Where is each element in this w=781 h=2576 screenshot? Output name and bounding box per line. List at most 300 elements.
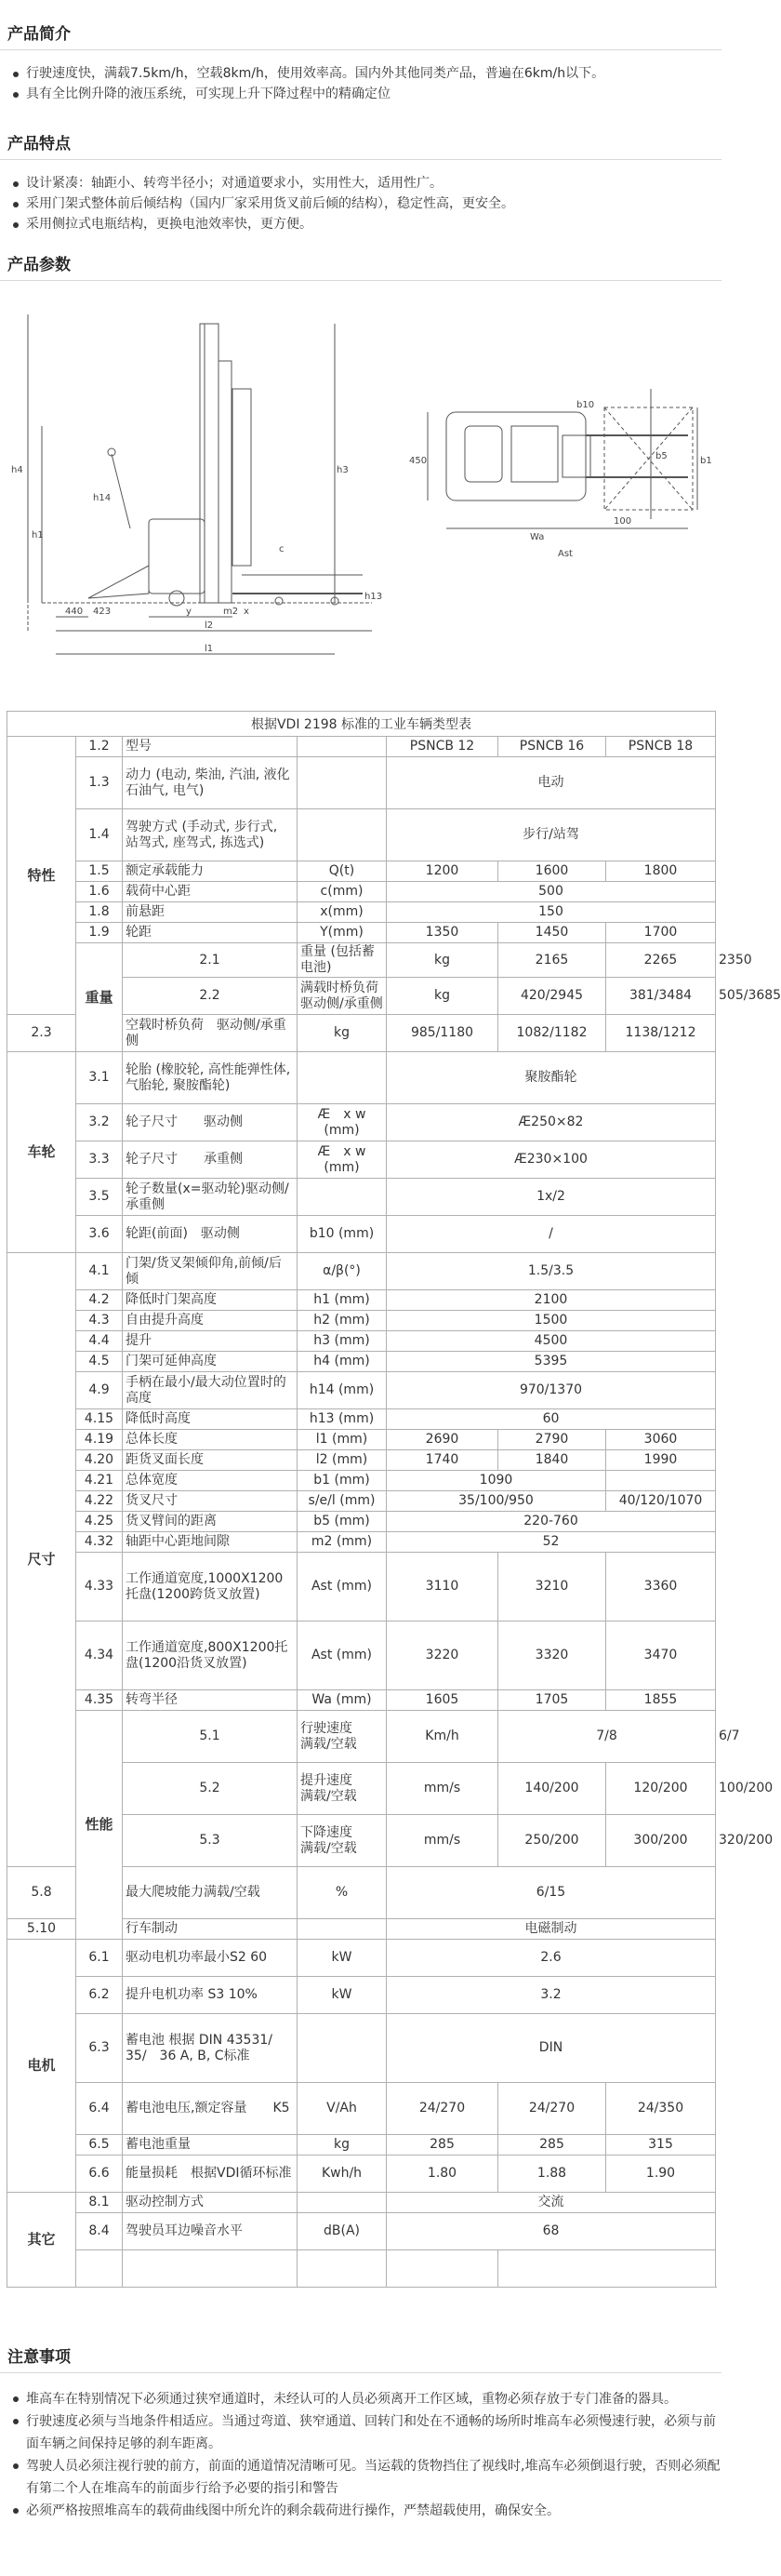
label-h3: h3 <box>337 465 349 475</box>
unit-cell: Ast (mm) <box>298 1553 387 1622</box>
table-row: 5.2 提升速度 满载/空载 mm/s 140/200 120/200 100/200 <box>7 1763 716 1815</box>
value-cell: 2690 <box>387 1430 498 1450</box>
item-name-cell: 蓄电池电压,额定容量 K5 <box>123 2083 298 2135</box>
table-row <box>7 882 716 902</box>
item-name-cell: 货叉尺寸 <box>123 1491 298 1512</box>
table-row <box>7 1532 716 1553</box>
item-number-cell: 4.5 <box>76 1352 123 1372</box>
value-cell: 1990 <box>606 1450 716 1471</box>
item-number-cell: 6.3 <box>76 2014 123 2083</box>
item-name-cell: 轮胎 (橡胶轮, 高性能弹性体, 气胎轮, 聚胺酯轮) <box>123 1052 298 1104</box>
value-cell: 电动 <box>387 757 716 809</box>
table-row <box>7 1409 716 1430</box>
item-number-cell: 5.10 <box>7 1919 76 1940</box>
table-row <box>7 861 716 882</box>
item-name-cell: 提升速度 满载/空载 <box>298 1763 387 1815</box>
unit-cell: kg <box>298 1015 387 1052</box>
table-row: 5.3 下降速度 满载/空载 mm/s 250/200 300/200 320/200 <box>7 1815 716 1867</box>
label-h14: h14 <box>93 493 112 503</box>
item-name-cell <box>298 2250 387 2288</box>
item-name-cell: 行车制动 <box>123 1919 298 1940</box>
table-row <box>7 1622 716 1690</box>
category-cell: 特性 <box>7 737 76 1015</box>
unit-cell: h14 (mm) <box>298 1372 387 1409</box>
unit-cell: h1 (mm) <box>298 1290 387 1311</box>
category-cell: 电机 <box>7 1940 76 2193</box>
features-item: 设计紧凑：轴距小、转弯半径小；对通道要求小，实用性大，适用性广。 <box>11 173 721 194</box>
item-number-cell: 4.4 <box>76 1331 123 1352</box>
label-b1: b1 <box>700 456 712 466</box>
value-cell: 1600 <box>498 861 606 882</box>
value-cell: 步行/站驾 <box>387 809 716 861</box>
unit-cell: mm/s <box>387 1815 498 1867</box>
table-row <box>7 1352 716 1372</box>
value-cell: Æ230×100 <box>387 1141 716 1179</box>
item-number-cell: 4.22 <box>76 1491 123 1512</box>
item-name-cell: 距货叉面长度 <box>123 1450 298 1471</box>
item-name-cell: 轮距 <box>123 923 298 943</box>
item-number-cell: 1.9 <box>76 923 123 943</box>
unit-cell <box>298 757 387 809</box>
table-row <box>7 1253 716 1290</box>
unit-cell: Ast (mm) <box>298 1622 387 1690</box>
table-row <box>7 1940 716 1977</box>
table-row <box>7 1141 716 1179</box>
notes-item: 行驶速度必须与当地条件相适应。当通过弯道、狭窄通道、回转门和处在不通畅的场所时堆高车必须慢速行驶，必须与前面车辆之间保持足够的刹车距离。 <box>11 2410 721 2455</box>
table-row <box>7 2135 716 2156</box>
forklift-drawing <box>0 287 721 677</box>
label-h1: h1 <box>32 530 44 541</box>
category-cell: 重量 <box>76 943 123 1052</box>
value-cell: 1500 <box>387 1311 716 1331</box>
label-h4: h4 <box>11 465 23 475</box>
value-cell: 300/200 <box>606 1815 716 1867</box>
features-section <box>0 112 721 242</box>
value-cell: 250/200 <box>498 1815 606 1867</box>
label-b5: b5 <box>655 451 668 461</box>
features-list <box>0 173 721 234</box>
value-cell: 985/1180 <box>387 1015 498 1052</box>
unit-cell: h3 (mm) <box>298 1331 387 1352</box>
value-cell: 7/8 <box>498 1711 716 1763</box>
item-number-cell: 6.5 <box>76 2135 123 2156</box>
item-number-cell: 5.2 <box>123 1763 298 1815</box>
item-number-cell: 3.2 <box>76 1104 123 1141</box>
value-cell: 140/200 <box>498 1763 606 1815</box>
item-number-cell: 6.4 <box>76 2083 123 2135</box>
unit-cell <box>298 809 387 861</box>
value-cell: 2.6 <box>387 1940 716 1977</box>
item-name-cell: 型号 <box>123 737 298 757</box>
value-cell: 150 <box>387 902 716 923</box>
value-cell: 1082/1182 <box>498 1015 606 1052</box>
item-number-cell: 2.3 <box>7 1015 76 1052</box>
value-cell: 3320 <box>498 1622 606 1690</box>
unit-cell: b1 (mm) <box>298 1471 387 1491</box>
value-cell: 970/1370 <box>387 1372 716 1409</box>
item-name-cell: 额定承载能力 <box>123 861 298 882</box>
label-100: 100 <box>614 516 632 527</box>
value-cell: 1450 <box>498 923 606 943</box>
item-name-cell: 轮子尺寸 承重侧 <box>123 1141 298 1179</box>
table-row <box>7 809 716 861</box>
value-cell: 6/15 <box>387 1867 716 1919</box>
table-row <box>7 2083 716 2135</box>
label-c: c <box>279 544 285 554</box>
item-name-cell: 工作通道宽度,800X1200托盘(1200沿货叉放置) <box>123 1622 298 1690</box>
item-name-cell: 工作通道宽度,1000X1200托盘(1200跨货叉放置) <box>123 1553 298 1622</box>
category-cell: 性能 <box>76 1711 123 1940</box>
item-name-cell: 手柄在最小/最大动位置时的高度 <box>123 1372 298 1409</box>
item-number-cell: 5.8 <box>7 1867 76 1919</box>
notes-section <box>0 2343 721 2522</box>
value-cell: 1800 <box>606 861 716 882</box>
value-cell: 1700 <box>606 923 716 943</box>
item-name-cell: 载荷中心距 <box>123 882 298 902</box>
table-row <box>7 2193 716 2213</box>
unit-cell: b10 (mm) <box>298 1216 387 1253</box>
value-cell: 3110 <box>387 1553 498 1622</box>
value-cell: 1200 <box>387 861 498 882</box>
category-cell: 车轮 <box>7 1052 76 1253</box>
notes-item: 驾驶人员必须注视行驶的前方，前面的通道情况清晰可见。当运载的货物挡住了视线时,堆高车必须倒退行驶，否则必须配有第二个人在堆高车的前面步行给予必要的指引和警告 <box>11 2455 721 2500</box>
value-cell: 68 <box>387 2213 716 2250</box>
unit-cell <box>298 1919 387 1940</box>
unit-cell: % <box>298 1867 387 1919</box>
unit-cell: h2 (mm) <box>298 1311 387 1331</box>
table-row <box>7 2156 716 2193</box>
table-row <box>7 1430 716 1450</box>
value-cell: 4500 <box>387 1331 716 1352</box>
item-name-cell: 蓄电池 根据 DIN 43531/ 35/ 36 A, B, C标准 <box>123 2014 298 2083</box>
features-item: 采用门架式整体前后倾结构（国内厂家采用货叉前后倾的结构），稳定性高，更安全。 <box>11 194 721 214</box>
label-l1: l1 <box>205 644 214 654</box>
value-cell: 1855 <box>606 1690 716 1711</box>
table-row <box>7 737 716 757</box>
features-item: 采用侧拉式电瓶结构，更换电池效率快，更方便。 <box>11 214 721 234</box>
value-cell <box>606 1471 716 1491</box>
item-name-cell: 总体长度 <box>123 1430 298 1450</box>
unit-cell: l1 (mm) <box>298 1430 387 1450</box>
item-name-cell: 门架可延伸高度 <box>123 1352 298 1372</box>
unit-cell: Q(t) <box>298 861 387 882</box>
value-cell: 聚胺酯轮 <box>387 1052 716 1104</box>
value-cell: 2165 <box>498 943 606 978</box>
item-number-cell: 1.4 <box>76 809 123 861</box>
value-cell: 52 <box>387 1532 716 1553</box>
value-cell: 420/2945 <box>498 978 606 1015</box>
label-wa: Wa <box>530 532 545 542</box>
unit-cell <box>387 2250 498 2288</box>
item-name-cell: 最大爬坡能力满载/空载 <box>123 1867 298 1919</box>
item-name-cell: 能量损耗 根据VDI循环标准 <box>123 2156 298 2193</box>
item-number-cell: 4.3 <box>76 1311 123 1331</box>
item-number-cell: 3.6 <box>76 1216 123 1253</box>
unit-cell: kW <box>298 1977 387 2014</box>
unit-cell: kW <box>298 1940 387 1977</box>
table-row <box>7 1450 716 1471</box>
value-cell: 35/100/950 <box>387 1491 606 1512</box>
unit-cell: h4 (mm) <box>298 1352 387 1372</box>
item-name-cell: 降低时门架高度 <box>123 1290 298 1311</box>
table-row <box>7 1491 716 1512</box>
intro-list <box>0 63 721 104</box>
item-number-cell: 4.2 <box>76 1290 123 1311</box>
table-row: 2.2 满载时桥负荷 驱动侧/承重侧 kg 420/2945 381/3484 505/3685 <box>7 978 716 1015</box>
item-number-cell: 6.1 <box>76 1940 123 1977</box>
table-row <box>7 923 716 943</box>
params-title: 产品参数 <box>0 242 721 281</box>
table-row <box>7 1471 716 1491</box>
unit-cell: Æ x w (mm) <box>298 1104 387 1141</box>
value-cell: 3.2 <box>387 1977 716 2014</box>
value-cell: 40/120/1070 <box>606 1491 716 1512</box>
unit-cell: l2 (mm) <box>298 1450 387 1471</box>
table-row <box>7 1179 716 1216</box>
category-cell: 尺寸 <box>7 1253 76 1867</box>
value-cell: 1350 <box>387 923 498 943</box>
value-cell: 3210 <box>498 1553 606 1622</box>
value-cell: 电磁制动 <box>387 1919 716 1940</box>
value-cell: 1605 <box>387 1690 498 1711</box>
item-number-cell: 4.34 <box>76 1622 123 1690</box>
value-cell: 3470 <box>606 1622 716 1690</box>
item-number-cell: 2.1 <box>123 943 298 978</box>
table-row <box>7 1331 716 1352</box>
item-name-cell: 轮子数量(x=驱动轮)驱动侧/承重侧 <box>123 1179 298 1216</box>
intro-section <box>0 0 721 112</box>
label-y: y <box>186 607 192 617</box>
notes-item: 必须严格按照堆高车的载荷曲线图中所允许的剩余载荷进行操作，严禁超载使用，确保安全。 <box>11 2500 721 2522</box>
value-cell: 285 <box>387 2135 498 2156</box>
item-number-cell: 8.4 <box>76 2213 123 2250</box>
item-name-cell: 重量 (包括蓄电池) <box>298 943 387 978</box>
table-row <box>7 1104 716 1141</box>
table-row <box>7 1311 716 1331</box>
intro-item: 行驶速度快，满载7.5km/h，空载8km/h，使用效率高。国内外其他同类产品，普遍在6km/h以下。 <box>11 63 721 84</box>
item-number-cell: 1.6 <box>76 882 123 902</box>
item-number-cell: 4.21 <box>76 1471 123 1491</box>
table-row <box>7 757 716 809</box>
item-number-cell: 3.5 <box>76 1179 123 1216</box>
item-number-cell: 2.2 <box>123 978 298 1015</box>
intro-title: 产品简介 <box>0 0 721 50</box>
category-cell: 其它 <box>7 2193 76 2288</box>
label-ast: Ast <box>558 549 573 559</box>
item-number-cell: 1.3 <box>76 757 123 809</box>
label-h13: h13 <box>364 592 383 602</box>
item-name-cell: 总体宽度 <box>123 1471 298 1491</box>
value-cell: 381/3484 <box>606 978 716 1015</box>
item-name-cell: 降低时高度 <box>123 1409 298 1430</box>
label-423: 423 <box>93 607 112 617</box>
unit-cell: mm/s <box>387 1763 498 1815</box>
unit-cell <box>298 2014 387 2083</box>
notes-item: 堆高车在特别情况下必须通过狭窄通道时，未经认可的人员必须离开工作区域，重物必须存放于专门准备的器具。 <box>11 2388 721 2410</box>
item-name-cell: 轮距(前面) 驱动侧 <box>123 1216 298 1253</box>
unit-cell <box>298 1179 387 1216</box>
value-cell: DIN <box>387 2014 716 2083</box>
value-cell: PSNCB 12 <box>387 737 498 757</box>
item-name-cell: 动力 (电动, 柴油, 汽油, 液化石油气, 电气) <box>123 757 298 809</box>
table-row <box>7 2014 716 2083</box>
value-cell: 1.80 <box>387 2156 498 2193</box>
item-number-cell: 4.15 <box>76 1409 123 1430</box>
value-cell: 1.88 <box>498 2156 606 2193</box>
spec-table <box>7 711 781 2288</box>
item-number-cell: 4.9 <box>76 1372 123 1409</box>
label-x: x <box>244 607 249 617</box>
item-number-cell <box>123 2250 298 2288</box>
value-cell: 285 <box>498 2135 606 2156</box>
item-name-cell: 前悬距 <box>123 902 298 923</box>
item-number-cell: 5.3 <box>123 1815 298 1867</box>
unit-cell: s/e/l (mm) <box>298 1491 387 1512</box>
value-cell <box>498 2250 716 2288</box>
unit-cell: m2 (mm) <box>298 1532 387 1553</box>
item-number-cell: 5.1 <box>123 1711 298 1763</box>
item-name-cell: 轮子尺寸 驱动侧 <box>123 1104 298 1141</box>
value-cell: 120/200 <box>606 1763 716 1815</box>
value-cell: 500 <box>387 882 716 902</box>
value-cell: 1705 <box>498 1690 606 1711</box>
item-number-cell: 6.2 <box>76 1977 123 2014</box>
item-name-cell: 轴距中心距地间隙 <box>123 1532 298 1553</box>
value-cell: 1840 <box>498 1450 606 1471</box>
item-name-cell: 转弯半径 <box>123 1690 298 1711</box>
label-b10: b10 <box>576 400 595 410</box>
item-number-cell: 6.6 <box>76 2156 123 2193</box>
value-cell: 60 <box>387 1409 716 1430</box>
item-name-cell: 满载时桥负荷 驱动侧/承重侧 <box>298 978 387 1015</box>
table-row <box>7 2213 716 2250</box>
value-cell: 2100 <box>387 1290 716 1311</box>
notes-list <box>0 2388 721 2522</box>
item-name-cell: 自由提升高度 <box>123 1311 298 1331</box>
intro-item: 具有全比例升降的液压系统，可实现上升下降过程中的精确定位 <box>11 84 721 104</box>
item-number-cell: 4.20 <box>76 1450 123 1471</box>
unit-cell <box>298 2193 387 2213</box>
item-number-cell: 8.1 <box>76 2193 123 2213</box>
label-l2: l2 <box>205 621 214 631</box>
item-number-cell: 1.5 <box>76 861 123 882</box>
unit-cell: x(mm) <box>298 902 387 923</box>
table-row <box>7 1216 716 1253</box>
value-cell: 1.5/3.5 <box>387 1253 716 1290</box>
item-name-cell: 货叉臂间的距离 <box>123 1512 298 1532</box>
item-name-cell: 驾驶方式 (手动式, 步行式, 站驾式, 座驾式, 拣选式) <box>123 809 298 861</box>
item-name-cell: 下降速度 满载/空载 <box>298 1815 387 1867</box>
table-row <box>7 1690 716 1711</box>
value-cell: 1x/2 <box>387 1179 716 1216</box>
item-name-cell: 驱动电机功率最小S2 60 <box>123 1940 298 1977</box>
item-name-cell: 空载时桥负荷 驱动侧/承重侧 <box>123 1015 298 1052</box>
item-name-cell: 驱动控制方式 <box>123 2193 298 2213</box>
value-cell: / <box>387 1216 716 1253</box>
label-450: 450 <box>409 456 428 466</box>
value-cell: 220-760 <box>387 1512 716 1532</box>
value-cell: 1090 <box>387 1471 606 1491</box>
item-name-cell: 驾驶员耳边噪音水平 <box>123 2213 298 2250</box>
label-440: 440 <box>65 607 84 617</box>
item-number-cell: 4.33 <box>76 1553 123 1622</box>
item-number-cell: 1.8 <box>76 902 123 923</box>
value-cell: 24/350 <box>606 2083 716 2135</box>
unit-cell: Wa (mm) <box>298 1690 387 1711</box>
item-number-cell: 4.32 <box>76 1532 123 1553</box>
table-row <box>7 2250 716 2288</box>
value-cell: 2265 <box>606 943 716 978</box>
value-cell: 3360 <box>606 1553 716 1622</box>
value-cell: 1138/1212 <box>606 1015 716 1052</box>
unit-cell: Æ x w (mm) <box>298 1141 387 1179</box>
value-cell: 交流 <box>387 2193 716 2213</box>
unit-cell: V/Ah <box>298 2083 387 2135</box>
value-cell: 1.90 <box>606 2156 716 2193</box>
table-row: 性能 5.1 行驶速度 满载/空载 Km/h 7/8 6/7 <box>7 1711 716 1763</box>
unit-cell: kg <box>387 943 498 978</box>
table-row <box>7 1372 716 1409</box>
unit-cell <box>298 737 387 757</box>
value-cell: 5395 <box>387 1352 716 1372</box>
table-row <box>7 1512 716 1532</box>
side-view <box>28 314 372 654</box>
table-row <box>7 1052 716 1104</box>
unit-cell: Y(mm) <box>298 923 387 943</box>
table-row <box>7 1553 716 1622</box>
unit-cell: b5 (mm) <box>298 1512 387 1532</box>
table-row <box>7 1290 716 1311</box>
value-cell: 2790 <box>498 1430 606 1450</box>
unit-cell: dB(A) <box>298 2213 387 2250</box>
features-title: 产品特点 <box>0 112 721 160</box>
item-number-cell: 3.3 <box>76 1141 123 1179</box>
item-name-cell: 门架/货叉架倾仰角,前倾/后倾 <box>123 1253 298 1290</box>
unit-cell: c(mm) <box>298 882 387 902</box>
unit-cell: h13 (mm) <box>298 1409 387 1430</box>
item-number-cell: 4.25 <box>76 1512 123 1532</box>
unit-cell: Kwh/h <box>298 2156 387 2193</box>
value-cell: 24/270 <box>498 2083 606 2135</box>
item-name-cell: 行驶速度 满载/空载 <box>298 1711 387 1763</box>
value-cell: 3220 <box>387 1622 498 1690</box>
item-name-cell: 提升 <box>123 1331 298 1352</box>
spec-table-caption: 根据VDI 2198 标准的工业车辆类型表 <box>7 711 716 736</box>
table-row <box>7 902 716 923</box>
table-row <box>7 1977 716 2014</box>
notes-title: 注意事项 <box>0 2343 721 2373</box>
value-cell: 315 <box>606 2135 716 2156</box>
item-number-cell: 4.19 <box>76 1430 123 1450</box>
unit-cell: α/β(°) <box>298 1253 387 1290</box>
value-cell: 1740 <box>387 1450 498 1471</box>
item-number-cell: 4.35 <box>76 1690 123 1711</box>
unit-cell: kg <box>298 2135 387 2156</box>
item-name-cell: 提升电机功率 S3 10% <box>123 1977 298 2014</box>
value-cell: Æ250×82 <box>387 1104 716 1141</box>
item-number-cell: 1.2 <box>76 737 123 757</box>
unit-cell <box>298 1052 387 1104</box>
table-row: 重量 2.1 重量 (包括蓄电池) kg 2165 2265 2350 <box>7 943 716 978</box>
value-cell: PSNCB 18 <box>606 737 716 757</box>
unit-cell: kg <box>387 978 498 1015</box>
category-cell <box>76 2250 123 2288</box>
item-number-cell: 4.1 <box>76 1253 123 1290</box>
value-cell: PSNCB 16 <box>498 737 606 757</box>
dimension-drawing <box>0 287 721 677</box>
item-number-cell: 3.1 <box>76 1052 123 1104</box>
value-cell: 3060 <box>606 1430 716 1450</box>
